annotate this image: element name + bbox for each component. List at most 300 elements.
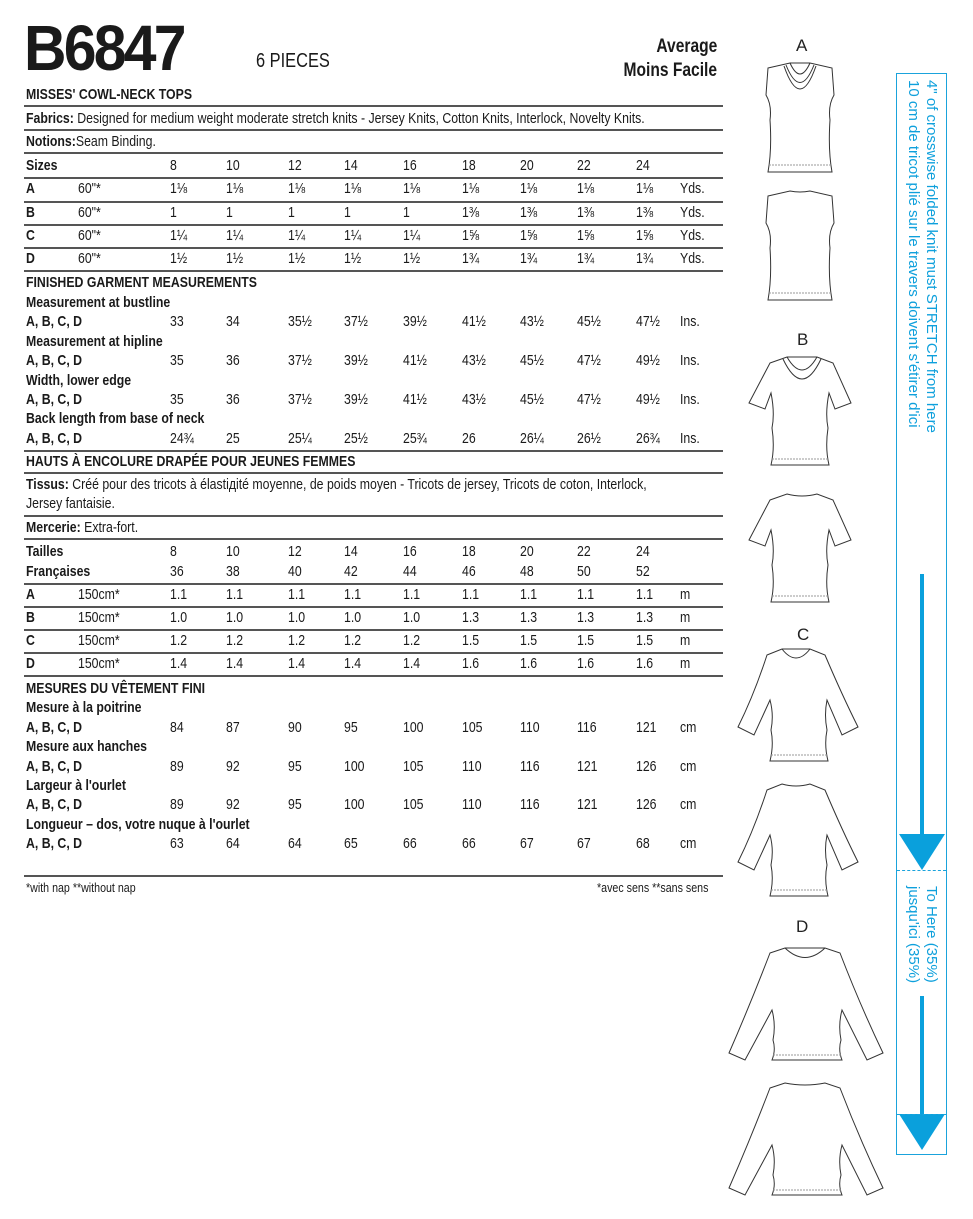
value-cell: 110 [462,796,482,813]
dashed-divider [897,1114,946,1115]
mercerie-line [26,519,138,536]
size-cell: 12 [288,157,302,174]
pieces-count: 6 PIECES [256,50,330,72]
garment-b-front-illustration [745,353,855,468]
value-cell: 1⅛ [577,180,595,197]
value-cell: 1⅝ [462,227,480,244]
pattern-number: B6847 [24,12,184,84]
size-cell: 50 [577,563,591,580]
measurement-label: Longueur – dos, votre nuque à l'ourlet [26,816,250,833]
unit-cell: Yds. [680,180,705,197]
measurement-label: Width, lower edge [26,372,132,389]
value-cell: 1.4 [288,655,306,672]
value-cell: 100 [344,758,365,775]
views-cell: A, B, C, D [26,352,83,369]
notions-line [26,133,156,150]
divider [24,224,723,226]
size-cell: 22 [577,543,591,560]
unit-cell: cm [680,758,697,775]
value-cell: 1¾ [462,250,480,267]
value-cell: 43½ [520,313,544,330]
size-cell: 18 [462,157,476,174]
size-cell: 20 [520,543,534,560]
divider [24,152,723,154]
divider [24,583,723,585]
value-cell: 25½ [344,430,368,447]
value-cell: 1.1 [636,586,654,603]
value-cell: 49½ [636,352,660,369]
sizes-row [24,157,724,179]
value-cell: 1.2 [170,632,188,649]
divider [24,270,723,272]
value-cell: 1¼ [170,227,188,244]
value-cell: 1.2 [226,632,244,649]
value-cell: 37½ [344,313,368,330]
size-cell: 12 [288,543,302,560]
unit-cell: Yds. [680,204,705,221]
value-cell: 1⅝ [577,227,595,244]
measurement-row [24,796,724,818]
measurement-row [24,835,724,857]
value-cell: 25¼ [288,430,312,447]
measurement-label: Largeur à l'ourlet [26,777,126,794]
divider [24,675,723,677]
value-cell: 116 [577,719,597,736]
mercerie-text: Extra-fort. [84,519,139,536]
measurement-label: Measurement at bustline [26,294,171,311]
value-cell: 1.2 [288,632,306,649]
value-cell: 1.3 [577,609,595,626]
value-cell: 1.1 [288,586,306,603]
value-cell: 1¾ [577,250,595,267]
size-cell: 20 [520,157,534,174]
value-cell: 1½ [288,250,306,267]
value-cell: 43½ [462,352,486,369]
measurement-row [24,352,724,374]
mercerie-label: Mercerie: [26,519,81,536]
metrage-row [24,632,724,654]
value-cell: 100 [403,719,424,736]
size-cell: 24 [636,543,650,560]
stretch-text-fr: 10 cm de tricot plié sur le travers doivent s'étirer d'ici [905,80,922,428]
value-cell: 25¾ [403,430,427,447]
dashed-divider [897,870,946,871]
value-cell: 126 [636,758,657,775]
value-cell: 95 [344,719,358,736]
value-cell: 1¾ [636,250,654,267]
unit-cell: m [680,586,691,603]
value-cell: 1⅛ [462,180,480,197]
value-cell: 1⅜ [462,204,480,221]
metrage-row [24,586,724,608]
value-cell: 100 [344,796,365,813]
width-cell: 150cm* [78,655,120,672]
view-cell: D [26,655,35,672]
value-cell: 35½ [288,313,312,330]
yardage-row [24,180,724,202]
view-cell: B [26,609,35,626]
value-cell: 116 [520,758,540,775]
value-cell: 63 [170,835,184,852]
value-cell: 39½ [344,352,368,369]
value-cell: 1.0 [170,609,188,626]
value-cell: 26¾ [636,430,660,447]
measurement-row [24,430,724,452]
value-cell: 95 [288,758,302,775]
value-cell: 68 [636,835,650,852]
value-cell: 1⅛ [288,180,306,197]
value-cell: 1.3 [520,609,538,626]
value-cell: 95 [288,796,302,813]
divider [24,606,723,608]
value-cell: 105 [403,796,424,813]
divider [24,201,723,203]
divider [24,629,723,631]
garment-a-front-illustration [760,60,840,175]
value-cell: 1.0 [403,609,421,626]
divider [24,129,723,131]
value-cell: 110 [520,719,540,736]
footnote-fr: *avec sens **sans sens [597,880,709,895]
divider [24,450,723,452]
unit-cell: Ins. [680,313,700,330]
value-cell: 1.1 [344,586,362,603]
unit-cell: cm [680,719,697,736]
fgm-title: FINISHED GARMENT MEASUREMENTS [26,274,257,291]
measurement-label: Mesure aux hanches [26,738,148,755]
size-cell: 14 [344,543,358,560]
view-label-a: A [796,36,808,55]
unit-cell: m [680,632,691,649]
unit-cell: cm [680,796,697,813]
tissus-label: Tissus: [26,476,69,493]
value-cell: 92 [226,758,240,775]
size-cell: 44 [403,563,417,580]
measurement-label: Measurement at hipline [26,333,163,350]
size-cell: 46 [462,563,476,580]
garment-c-back-illustration [732,780,862,900]
size-cell: 10 [226,157,240,174]
metrage-row [24,609,724,631]
divider [24,177,723,179]
value-cell: 49½ [636,391,660,408]
value-cell: 116 [520,796,540,813]
value-cell: 1⅛ [520,180,538,197]
value-cell: 41½ [403,391,427,408]
value-cell: 90 [288,719,302,736]
value-cell: 1.2 [403,632,421,649]
value-cell: 1.4 [170,655,188,672]
size-cell: 22 [577,157,591,174]
value-cell: 105 [403,758,424,775]
value-cell: 1½ [226,250,244,267]
garment-d-front-illustration [725,945,885,1065]
tissus-line [26,476,647,493]
value-cell: 1.1 [403,586,421,603]
view-label-c: C [797,625,810,644]
value-cell: 1 [170,204,177,221]
divider [24,472,723,474]
garment-d-back-illustration [725,1080,885,1200]
value-cell: 39½ [403,313,427,330]
views-cell: A, B, C, D [26,796,83,813]
size-cell: 40 [288,563,302,580]
divider [24,105,723,107]
to-here-text-fr: jusqu'ici (35%) [905,886,922,984]
size-cell: 38 [226,563,240,580]
value-cell: 64 [226,835,240,852]
footnote-en: *with nap **without nap [26,880,136,895]
value-cell: 1.5 [520,632,538,649]
unit-cell: m [680,609,691,626]
value-cell: 1.3 [462,609,480,626]
to-here-text-en: To Here (35%) [923,886,940,983]
measurement-label: Back length from base of neck [26,410,205,427]
unit-cell: Ins. [680,391,700,408]
value-cell: 92 [226,796,240,813]
value-cell: 1¾ [520,250,538,267]
value-cell: 84 [170,719,184,736]
value-cell: 1.0 [288,609,306,626]
value-cell: 64 [288,835,302,852]
value-cell: 66 [462,835,476,852]
value-cell: 41½ [403,352,427,369]
view-cell: D [26,250,35,267]
value-cell: 1.4 [344,655,362,672]
divider [24,875,723,877]
fabrics-label: Fabrics: [26,110,74,127]
yardage-row [24,250,724,272]
value-cell: 45½ [577,313,601,330]
unit-cell: Yds. [680,227,705,244]
difficulty-en: Average [656,36,717,57]
stretch-arrow-line [920,574,924,842]
measurement-label: Mesure à la poitrine [26,699,142,716]
value-cell: 1½ [403,250,421,267]
value-cell: 1.6 [462,655,480,672]
size-cell: 24 [636,157,650,174]
value-cell: 1.1 [520,586,538,603]
value-cell: 33 [170,313,184,330]
width-cell: 150cm* [78,609,120,626]
value-cell: 1.2 [344,632,362,649]
value-cell: 1.4 [403,655,421,672]
value-cell: 1½ [344,250,362,267]
garment-a-back-illustration [760,188,840,303]
size-cell: 48 [520,563,534,580]
value-cell: 1⅜ [577,204,595,221]
metrage-row [24,655,724,677]
difficulty-fr: Moins Facile [623,60,717,81]
yardage-row [24,227,724,249]
size-cell: 42 [344,563,358,580]
value-cell: 89 [170,758,184,775]
value-cell: 1.6 [520,655,538,672]
size-cell: 18 [462,543,476,560]
view-label-b: B [797,330,809,349]
value-cell: 41½ [462,313,486,330]
value-cell: 39½ [344,391,368,408]
value-cell: 1⅛ [403,180,421,197]
value-cell: 1.1 [170,586,188,603]
value-cell: 1⅛ [226,180,244,197]
sizes-label: Sizes [26,157,58,174]
value-cell: 36 [226,352,240,369]
value-cell: 1.6 [636,655,654,672]
divider [24,538,723,540]
value-cell: 1.4 [226,655,244,672]
value-cell: 110 [462,758,482,775]
value-cell: 1 [288,204,295,221]
value-cell: 1¼ [403,227,421,244]
value-cell: 26¼ [520,430,544,447]
view-cell: A [26,586,35,603]
value-cell: 89 [170,796,184,813]
width-cell: 60"* [78,250,101,267]
value-cell: 67 [520,835,534,852]
size-cell: 52 [636,563,650,580]
value-cell: 1¼ [288,227,306,244]
divider [24,515,723,517]
measurement-row [24,758,724,780]
value-cell: 1.1 [577,586,595,603]
view-cell: B [26,204,35,221]
unit-cell: Ins. [680,352,700,369]
francaises-row [24,563,724,585]
value-cell: 47½ [577,391,601,408]
unit-cell: Ins. [680,430,700,447]
value-cell: 1⅝ [520,227,538,244]
value-cell: 1⅜ [636,204,654,221]
value-cell: 1¼ [226,227,244,244]
divider [24,247,723,249]
divider [24,652,723,654]
size-cell: 10 [226,543,240,560]
value-cell: 1.0 [226,609,244,626]
views-cell: A, B, C, D [26,758,83,775]
english-title: MISSES' COWL-NECK TOPS [26,86,193,103]
views-cell: A, B, C, D [26,835,83,852]
value-cell: 1⅛ [344,180,362,197]
value-cell: 37½ [288,391,312,408]
value-cell: 126 [636,796,657,813]
fgm-title-fr: MESURES DU VÊTEMENT FINI [26,680,206,697]
value-cell: 121 [577,758,598,775]
value-cell: 66 [403,835,417,852]
value-cell: 26 [462,430,476,447]
value-cell: 1.3 [636,609,654,626]
value-cell: 1.1 [226,586,244,603]
width-cell: 60"* [78,227,101,244]
value-cell: 45½ [520,391,544,408]
measurement-row [24,313,724,335]
value-cell: 26½ [577,430,601,447]
value-cell: 1 [226,204,233,221]
tissus-text: Créé pour des tricots à élastiдité moyenne, de poids moyen - Tricots de jersey, Tricots de coton, Interlock, [72,476,647,493]
value-cell: 47½ [636,313,660,330]
view-cell: C [26,227,35,244]
value-cell: 67 [577,835,591,852]
fabrics-text: Designed for medium weight moderate stretch knits - Jersey Knits, Cotton Knits, Interlock, Novelty Knits. [77,110,645,127]
francaises-label: Françaises [26,563,91,580]
stretch-text-en: 4" of crosswise folded knit must STRETCH from here [923,80,940,433]
value-cell: 1.1 [462,586,480,603]
width-cell: 60"* [78,180,101,197]
value-cell: 37½ [288,352,312,369]
yardage-row [24,204,724,226]
arrow-down-icon [899,1114,945,1150]
tailles-row [24,543,724,565]
value-cell: 45½ [520,352,544,369]
width-cell: 60"* [78,204,101,221]
value-cell: 1 [344,204,351,221]
tailles-label: Tailles [26,543,64,560]
size-cell: 8 [170,157,177,174]
unit-cell: cm [680,835,697,852]
value-cell: 1⅛ [170,180,188,197]
tissus-line-2: Jersey fantaisie. [26,495,115,512]
french-title: HAUTS À ENCOLURE DRAPÉE POUR JEUNES FEMMES [26,453,356,470]
value-cell: 1⅜ [520,204,538,221]
views-cell: A, B, C, D [26,719,83,736]
view-label-d: D [796,917,809,936]
view-cell: C [26,632,35,649]
views-cell: A, B, C, D [26,391,83,408]
value-cell: 121 [577,796,598,813]
value-cell: 1.5 [636,632,654,649]
garment-b-back-illustration [745,490,855,605]
value-cell: 36 [226,391,240,408]
value-cell: 1½ [170,250,188,267]
value-cell: 35 [170,391,184,408]
value-cell: 24¾ [170,430,194,447]
unit-cell: Yds. [680,250,705,267]
unit-cell: m [680,655,691,672]
value-cell: 121 [636,719,657,736]
value-cell: 87 [226,719,240,736]
width-cell: 150cm* [78,586,120,603]
value-cell: 35 [170,352,184,369]
view-cell: A [26,180,35,197]
notions-text: Seam Binding. [75,133,156,150]
width-cell: 150cm* [78,632,120,649]
value-cell: 34 [226,313,240,330]
size-cell: 14 [344,157,358,174]
value-cell: 1.0 [344,609,362,626]
value-cell: 105 [462,719,483,736]
value-cell: 47½ [577,352,601,369]
views-cell: A, B, C, D [26,313,83,330]
value-cell: 1⅛ [636,180,654,197]
value-cell: 1 [403,204,410,221]
stretch-gauge [896,73,947,1155]
garment-c-front-illustration [732,645,862,765]
size-cell: 8 [170,543,177,560]
value-cell: 65 [344,835,358,852]
value-cell: 1.6 [577,655,595,672]
value-cell: 1¼ [344,227,362,244]
fabrics-line [26,110,645,127]
arrow-down-icon [899,834,945,870]
value-cell: 43½ [462,391,486,408]
value-cell: 1⅝ [636,227,654,244]
views-cell: A, B, C, D [26,430,83,447]
value-cell: 25 [226,430,240,447]
to-here-arrow-line [920,996,924,1116]
size-cell: 16 [403,157,417,174]
value-cell: 1.5 [462,632,480,649]
size-cell: 16 [403,543,417,560]
